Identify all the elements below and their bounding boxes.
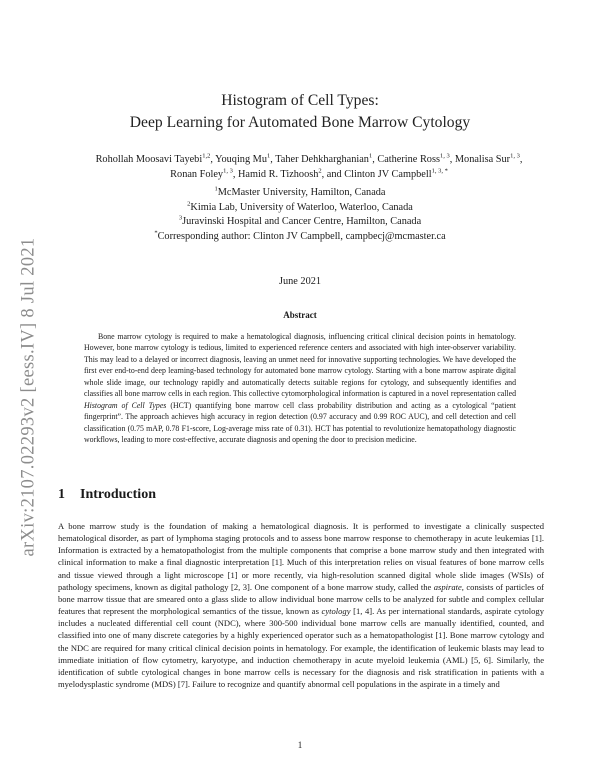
abstract-text: (HCT) quantifying bone marrow cell class probability distribution and acting as a cytological “patient fingerprint”. The approach achieves high accuracy in region detection (0.97 accuracy and 0.99 ROC AUC), and cell detection and cell classification (0.75 mAP, 0.78 F1-score, Log-average miss rate of 0.31). HCT has potential to revolutionize hematopathology diagnostic workflows, leading to more cost-effective, accurate diagnosis and opening the door to precision medicine. bbox=[84, 400, 516, 445]
author-separator: , bbox=[210, 154, 216, 165]
author-separator: , bbox=[519, 154, 523, 165]
author-name: Rohollah Moosavi Tayebi bbox=[95, 154, 203, 165]
author-name: Catherine Ross bbox=[377, 154, 440, 165]
author-separator: , and bbox=[321, 169, 345, 180]
section-heading bbox=[58, 487, 156, 503]
author-name: Hamid R. Tizhoosh bbox=[238, 169, 319, 180]
author-separator: , bbox=[232, 169, 238, 180]
author-separator: , bbox=[449, 154, 455, 165]
affiliation-line bbox=[90, 201, 510, 216]
corresponding-author-text: Corresponding author: Clinton JV Campbell, campbecj@mcmaster.ca bbox=[157, 230, 446, 242]
affiliation-text: Juravinski Hospital and Cancer Centre, Hamilton, Canada bbox=[182, 216, 422, 227]
body-text: , consists of particles of bone marrow tissue that are smeared onto a glass slide to allow individual bone marrow cells to be analyzed for subtle and complex cellular features that represent the morphological semantics of the tissue, known as bbox=[58, 581, 544, 617]
affiliation-mark: * bbox=[154, 229, 158, 237]
arxiv-identifier: arXiv:2107.02293v2 [eess.IV] 8 Jul 2021 bbox=[18, 237, 39, 557]
publication-date: June 2021 bbox=[278, 276, 322, 287]
author-separator: , bbox=[372, 154, 378, 165]
affiliation-mark: 2 bbox=[187, 200, 191, 208]
author-affiliation-mark: 1, 3 bbox=[439, 152, 450, 160]
author-affiliation-mark: 1, 3, * bbox=[431, 167, 448, 175]
author-separator: , bbox=[270, 154, 276, 165]
author-name: Ronan Foley bbox=[170, 169, 224, 180]
arxiv-sidebar-stamp bbox=[18, 232, 40, 562]
body-text: A bone marrow study is the foundation of making a hematological diagnosis. It is performed to investigate a clinically suspected hematological disorder, as part of lymphoma staging protocols and to assess bone marrow response to chemotherapy in acute leukemias [1]. Information is extracted by a hematopathologist from the multiple components that comprise a bone marrow study and then integrated with clinical information to make a final diagnostic interpretation [1]. Much of this interpretation relies on visual features of bone marrow cells and tissue viewed through a light microscope [1] or more recently, via high-resolution scanned digital whole slide images (WSIs) of pathology specimens, known as digital pathology [2, 3]. One component of a bone marrow study, called the bbox=[58, 521, 544, 592]
author-name: Monalisa Sur bbox=[454, 154, 511, 165]
body-text: [1, 4]. As per international standards, aspirate cytology includes a nucleated differential cell count (NDC), where 300-500 individual bone marrow cells are manually identified, counted, and classified into one of many discrete categories by a highly experienced operator such as a hematopathologist [1]. Bone marrow cytology and the NDC are required for many critical clinical decision points in hematology. For example, the identification of leukemic blasts may lead to immediate initiation of flow cytometry, karyotype, and induction chemotherapy in acute myeloid leukemia (AML) [5, 6]. Similarly, the identification of subtle cytological changes in bone marrow cells is necessary for the diagnosis and risk stratification in patients with a myelodysplastic syndrome (MDS) [7]. Failure to recognize and quantify abnormal cell populations in the aspirate in a timely and bbox=[58, 606, 544, 690]
author-affiliation-mark: 1 bbox=[266, 152, 271, 160]
affiliation-line bbox=[90, 186, 510, 201]
affiliation-text: McMaster University, Hamilton, Canada bbox=[217, 187, 386, 198]
author-name: Clinton JV Campbell bbox=[344, 169, 432, 180]
author-affiliation-mark: 2 bbox=[318, 167, 322, 175]
author-affiliation-mark: 1 bbox=[368, 152, 373, 160]
affiliation-list bbox=[90, 186, 510, 244]
author-affiliation-mark: 1, 3 bbox=[223, 167, 233, 175]
abstract-text: Bone marrow cytology is required to make a hematological diagnosis, influencing critical clinical decision points in hematology. However, bone marrow cytology is tedious, limited to experienced reference centers and associated with high inter-observer variability. This may lead to a delayed or incorrect diagnosis, leaving an unmet need for innovative supporting technologies. We have developed the first ever end-to-end deep learning-based technology for automated bone marrow cytology. Starting with a bone marrow aspirate digital whole slide image, our technology rapidly and automatically detects suitable regions for cytology, and subsequently identifies and classifies all bone marrow cells in each region. This collective cytomorphological information is captured in a novel representation called bbox=[84, 332, 516, 399]
paper-title-line-1: Histogram of Cell Types: bbox=[221, 92, 379, 109]
body-emphasis: cytology bbox=[321, 606, 351, 617]
body-emphasis: aspirate bbox=[433, 581, 462, 592]
author-affiliation-mark: 1, 3 bbox=[510, 152, 520, 160]
section-number: 1 bbox=[58, 487, 65, 502]
abstract-emphasis: Histogram of Cell Types bbox=[84, 400, 167, 410]
affiliation-line bbox=[90, 230, 510, 245]
affiliation-text: Kimia Lab, University of Waterloo, Waterloo, Canada bbox=[190, 201, 413, 213]
author-affiliation-mark: 1,2 bbox=[202, 152, 211, 160]
section-title: Introduction bbox=[80, 487, 156, 502]
affiliation-mark: 1 bbox=[214, 185, 218, 193]
paper-title-line-2: Deep Learning for Automated Bone Marrow Cytology bbox=[129, 114, 471, 131]
abstract-body bbox=[84, 331, 516, 446]
author-name: Youqing Mu bbox=[215, 154, 267, 165]
introduction-paragraph bbox=[58, 520, 544, 690]
author-name: Taher Dehkharghanian bbox=[275, 154, 369, 165]
abstract-heading: Abstract bbox=[283, 310, 317, 320]
page-number: 1 bbox=[297, 740, 303, 750]
affiliation-mark: 3 bbox=[178, 214, 183, 222]
affiliation-line bbox=[90, 215, 510, 230]
author-list bbox=[84, 152, 534, 182]
